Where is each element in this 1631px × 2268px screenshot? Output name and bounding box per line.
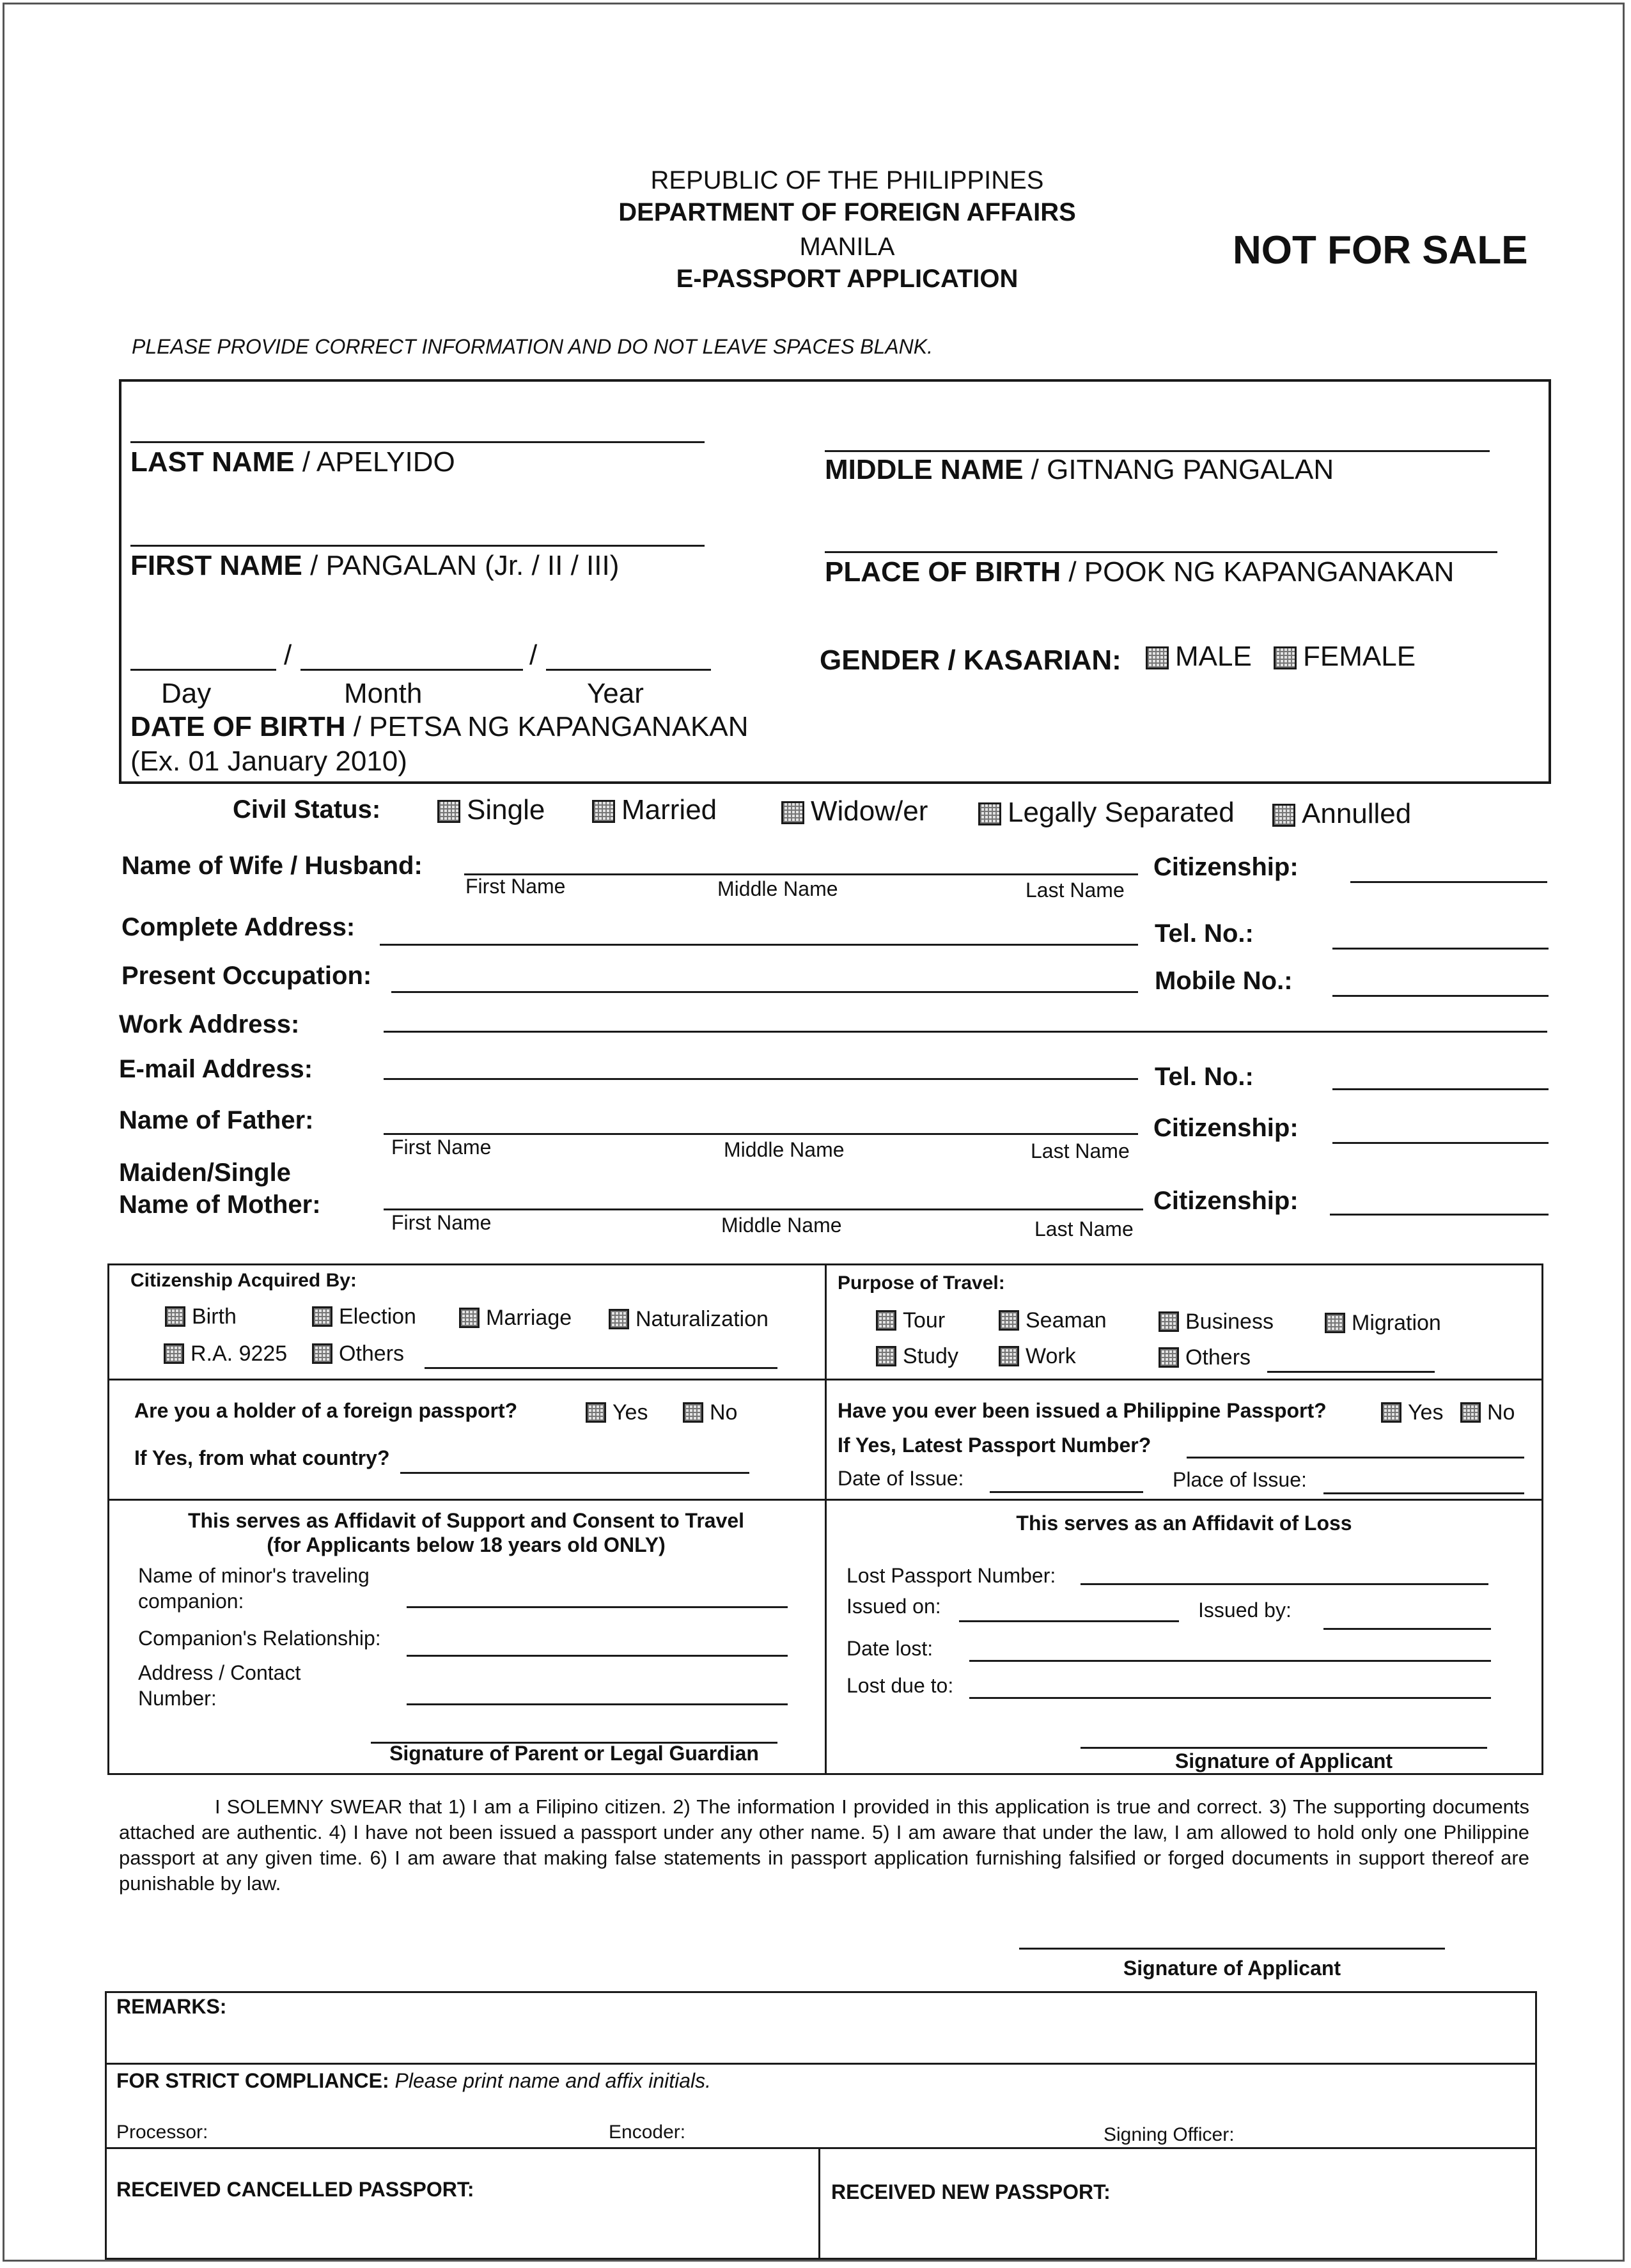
spouse-last-name-caption: Last Name — [1026, 879, 1125, 902]
header-department: DEPARTMENT OF FOREIGN AFFAIRS — [618, 198, 1076, 226]
contact-label-1: Address / Contact — [138, 1661, 301, 1684]
mother-citizenship-label: Citizenship: — [1153, 1187, 1299, 1215]
acquired-birth[interactable]: Birth — [165, 1304, 237, 1329]
acquired-others-input-line[interactable] — [425, 1367, 777, 1369]
companion-relationship-label: Companion's Relationship: — [138, 1627, 381, 1650]
ph-passport-yes-checkbox[interactable] — [1381, 1402, 1401, 1423]
issued-on-label: Issued on: — [847, 1595, 941, 1618]
first-name-label: FIRST NAME / PANGALAN (Jr. / II / III) — [130, 550, 620, 581]
father-middle-name-caption: Middle Name — [724, 1138, 845, 1161]
ph-passport-date-issue-label: Date of Issue: — [838, 1467, 964, 1490]
acquired-ra9225-checkbox[interactable] — [164, 1343, 184, 1364]
work-address-input-line[interactable] — [384, 1031, 1547, 1033]
dob-year-label: Year — [587, 678, 644, 709]
affidavit-support-title: This serves as Affidavit of Support and Consent to Travel — [187, 1509, 745, 1532]
address-tel-input-line[interactable] — [1332, 948, 1549, 950]
place-of-birth-input-line[interactable] — [825, 551, 1497, 553]
civil-status-single[interactable]: Single — [437, 794, 545, 826]
civil-status-annulled[interactable]: Annulled — [1272, 798, 1411, 830]
instruction-text: PLEASE PROVIDE CORRECT INFORMATION AND DO NOT LEAVE SPACES BLANK. — [132, 335, 933, 358]
gender-label: GENDER / KASARIAN: — [820, 645, 1121, 676]
loss-applicant-signature-line[interactable] — [1081, 1747, 1487, 1749]
applicant-signature-label: Signature of Applicant — [1123, 1957, 1341, 1980]
first-name-input-line[interactable] — [130, 545, 705, 547]
acquired-naturalization[interactable]: Naturalization — [609, 1307, 769, 1332]
last-name-input-line[interactable] — [130, 441, 705, 443]
gender-female-checkbox[interactable] — [1274, 646, 1297, 669]
mother-citizenship-input-line[interactable] — [1330, 1214, 1549, 1216]
office-use-box — [105, 1991, 1537, 2260]
mother-label-line2: Name of Mother: — [119, 1191, 321, 1219]
remarks-label: REMARKS: — [116, 1995, 227, 2018]
address-label: Complete Address: — [121, 913, 355, 941]
purpose-others[interactable]: Others — [1159, 1345, 1251, 1370]
dob-day-input-line[interactable] — [130, 669, 276, 671]
civil-status-married-checkbox[interactable] — [592, 800, 615, 823]
foreign-passport-question: Are you a holder of a foreign passport? — [134, 1399, 518, 1422]
office-divider-2 — [105, 2147, 1537, 2149]
purpose-study[interactable]: Study — [876, 1344, 958, 1369]
address-tel-label: Tel. No.: — [1155, 919, 1254, 948]
father-first-name-caption: First Name — [391, 1136, 492, 1159]
father-input-line[interactable] — [384, 1133, 1138, 1135]
acquired-naturalization-checkbox[interactable] — [609, 1309, 629, 1329]
dob-slash-2: / — [529, 639, 538, 671]
purpose-business[interactable]: Business — [1159, 1310, 1274, 1334]
dob-month-input-line[interactable] — [300, 669, 523, 671]
issued-by-label: Issued by: — [1198, 1599, 1292, 1622]
civil-status-separated-checkbox[interactable] — [978, 802, 1001, 825]
office-divider-1 — [105, 2063, 1537, 2065]
last-name-label: LAST NAME / APELYIDO — [130, 446, 455, 478]
purpose-title: Purpose of Travel: — [838, 1272, 1005, 1294]
mobile-input-line[interactable] — [1332, 995, 1549, 997]
foreign-passport-country-input-line[interactable] — [400, 1472, 749, 1474]
father-last-name-caption: Last Name — [1031, 1139, 1130, 1162]
ph-passport-place-issue-label: Place of Issue: — [1173, 1468, 1307, 1491]
ph-passport-place-issue-input-line[interactable] — [1323, 1492, 1524, 1494]
acquired-others-checkbox[interactable] — [312, 1343, 332, 1364]
affidavit-support-subtitle: (for Applicants below 18 years old ONLY) — [267, 1533, 666, 1556]
father-citizenship-label: Citizenship: — [1153, 1114, 1299, 1142]
civil-status-annulled-checkbox[interactable] — [1272, 804, 1295, 827]
occupation-input-line[interactable] — [391, 991, 1138, 993]
acquired-election-checkbox[interactable] — [312, 1306, 332, 1327]
acquired-ra9225[interactable]: R.A. 9225 — [164, 1341, 287, 1366]
foreign-passport-no[interactable]: No — [683, 1400, 737, 1425]
work-address-label: Work Address: — [119, 1010, 300, 1038]
signing-officer-label: Signing Officer: — [1104, 2124, 1235, 2145]
ph-passport-no[interactable]: No — [1460, 1400, 1515, 1425]
header-republic: REPUBLIC OF THE PHILIPPINES — [650, 166, 1044, 194]
acquired-marriage-checkbox[interactable] — [459, 1308, 480, 1328]
middle-name-input-line[interactable] — [825, 450, 1490, 452]
mobile-label: Mobile No.: — [1155, 967, 1293, 995]
lost-passport-number-label: Lost Passport Number: — [847, 1564, 1056, 1587]
lost-due-input-line[interactable] — [969, 1697, 1491, 1699]
acquired-birth-checkbox[interactable] — [165, 1306, 185, 1327]
dob-day-label: Day — [161, 678, 212, 709]
father-citizenship-input-line[interactable] — [1332, 1142, 1549, 1144]
purpose-others-checkbox[interactable] — [1159, 1347, 1179, 1368]
spouse-first-name-caption: First Name — [465, 875, 566, 898]
date-lost-label: Date lost: — [847, 1637, 933, 1660]
date-lost-input-line[interactable] — [969, 1660, 1491, 1662]
ph-passport-question: Have you ever been issued a Philippine Passport? — [838, 1399, 1327, 1422]
acquired-election[interactable]: Election — [312, 1304, 416, 1329]
civil-status-label: Civil Status: — [233, 795, 381, 824]
issued-on-input-line[interactable] — [959, 1620, 1179, 1622]
purpose-business-checkbox[interactable] — [1159, 1311, 1179, 1332]
email-tel-label: Tel. No.: — [1155, 1063, 1254, 1091]
civil-status-single-checkbox[interactable] — [437, 800, 460, 823]
purpose-seaman-checkbox[interactable] — [999, 1310, 1019, 1331]
gender-male-checkbox[interactable] — [1146, 646, 1169, 669]
encoder-label: Encoder: — [609, 2122, 686, 2143]
email-input-line[interactable] — [384, 1078, 1138, 1080]
spouse-middle-name-caption: Middle Name — [717, 877, 838, 900]
address-input-line[interactable] — [380, 944, 1138, 946]
civil-status-married[interactable]: Married — [592, 794, 717, 826]
dob-slash-1: / — [284, 639, 292, 671]
foreign-passport-yes-checkbox[interactable] — [586, 1402, 606, 1423]
mother-first-name-caption: First Name — [391, 1211, 492, 1234]
spouse-citizenship-input-line[interactable] — [1350, 881, 1547, 883]
compliance-note: FOR STRICT COMPLIANCE: Please print name and affix initials. — [116, 2069, 712, 2092]
middle-name-label: MIDDLE NAME / GITNANG PANGALAN — [825, 454, 1334, 485]
dob-year-input-line[interactable] — [546, 669, 711, 671]
companion-relationship-input-line[interactable] — [407, 1655, 788, 1657]
ph-passport-latest-input-line[interactable] — [1187, 1457, 1524, 1459]
dob-example: (Ex. 01 January 2010) — [130, 746, 407, 777]
mother-input-line[interactable] — [384, 1208, 1143, 1210]
email-label: E-mail Address: — [119, 1055, 313, 1083]
minor-companion-label-1: Name of minor's traveling — [138, 1564, 370, 1587]
contact-input-line[interactable] — [407, 1703, 788, 1705]
received-new-label: RECEIVED NEW PASSPORT: — [831, 2180, 1111, 2203]
loss-applicant-signature-label: Signature of Applicant — [1174, 1749, 1393, 1772]
oath-text: I SOLEMNY SWEAR that 1) I am a Filipino citizen. 2) The information I provided in this application is true and correct. 3) The supporting documents attached are authentic. 4) I have not been issued a passport under any other name. 5) I am aware that under the law, I am allowed to hold only one Philippine passport at any given time. 6) I am aware that making false statements in passport application furnishing falsified or forged documents in support thereof are punishable by law. — [119, 1795, 1529, 1895]
guardian-signature-label: Signature of Parent or Legal Guardian — [389, 1742, 759, 1765]
gender-female-option[interactable]: FEMALE — [1274, 641, 1416, 673]
civil-status-widow[interactable]: Widow/er — [781, 795, 928, 827]
civil-status-separated[interactable]: Legally Separated — [978, 797, 1235, 829]
office-center-divider — [818, 2147, 820, 2260]
purpose-work[interactable]: Work — [999, 1344, 1076, 1369]
spouse-citizenship-label: Citizenship: — [1153, 853, 1299, 881]
header-manila: MANILA — [799, 233, 895, 261]
foreign-passport-no-checkbox[interactable] — [683, 1402, 703, 1423]
ph-passport-latest-label: If Yes, Latest Passport Number? — [838, 1434, 1151, 1457]
contact-label-2: Number: — [138, 1687, 217, 1710]
citizenship-acquired-title: Citizenship Acquired By: — [130, 1270, 357, 1291]
father-label: Name of Father: — [119, 1106, 314, 1134]
civil-status-widow-checkbox[interactable] — [781, 801, 804, 824]
purpose-others-input-line[interactable] — [1267, 1371, 1435, 1373]
acquired-marriage[interactable]: Marriage — [459, 1306, 572, 1331]
applicant-signature-line[interactable] — [1019, 1948, 1445, 1950]
purpose-migration[interactable]: Migration — [1325, 1311, 1441, 1336]
minor-companion-input-line[interactable] — [407, 1606, 788, 1608]
received-cancelled-label: RECEIVED CANCELLED PASSPORT: — [116, 2178, 474, 2201]
ph-passport-no-checkbox[interactable] — [1460, 1402, 1481, 1423]
purpose-study-checkbox[interactable] — [876, 1346, 896, 1366]
foreign-passport-country-label: If Yes, from what country? — [134, 1446, 390, 1469]
purpose-migration-checkbox[interactable] — [1325, 1313, 1345, 1333]
mother-last-name-caption: Last Name — [1034, 1217, 1134, 1240]
affidavit-loss-title: This serves as an Affidavit of Loss — [1016, 1512, 1352, 1535]
purpose-tour[interactable]: Tour — [876, 1308, 945, 1333]
place-of-birth-label: PLACE OF BIRTH / POOK NG KAPANGANAKAN — [825, 556, 1455, 588]
acquired-others[interactable]: Others — [312, 1341, 404, 1366]
occupation-label: Present Occupation: — [121, 962, 372, 990]
dob-month-label: Month — [344, 678, 423, 709]
foreign-passport-yes[interactable]: Yes — [586, 1400, 648, 1425]
email-tel-input-line[interactable] — [1332, 1088, 1549, 1090]
ph-passport-date-issue-input-line[interactable] — [990, 1491, 1143, 1493]
gender-male-option[interactable]: MALE — [1146, 641, 1252, 673]
purpose-tour-checkbox[interactable] — [876, 1310, 896, 1331]
header-form-title: E-PASSPORT APPLICATION — [676, 265, 1018, 293]
purpose-work-checkbox[interactable] — [999, 1346, 1019, 1366]
processor-label: Processor: — [116, 2122, 208, 2143]
minor-companion-label-2: companion: — [138, 1590, 244, 1613]
spouse-label: Name of Wife / Husband: — [121, 852, 423, 880]
mother-middle-name-caption: Middle Name — [721, 1214, 842, 1237]
ph-passport-yes[interactable]: Yes — [1381, 1400, 1443, 1425]
not-for-sale-label: NOT FOR SALE — [1233, 228, 1528, 272]
issued-by-input-line[interactable] — [1323, 1628, 1491, 1630]
dob-label: DATE OF BIRTH / PETSA NG KAPANGANAKAN — [130, 711, 749, 742]
purpose-seaman[interactable]: Seaman — [999, 1308, 1107, 1333]
lost-passport-number-input-line[interactable] — [1081, 1583, 1488, 1585]
mother-label-line1: Maiden/Single — [119, 1159, 291, 1187]
lost-due-label: Lost due to: — [847, 1674, 954, 1697]
